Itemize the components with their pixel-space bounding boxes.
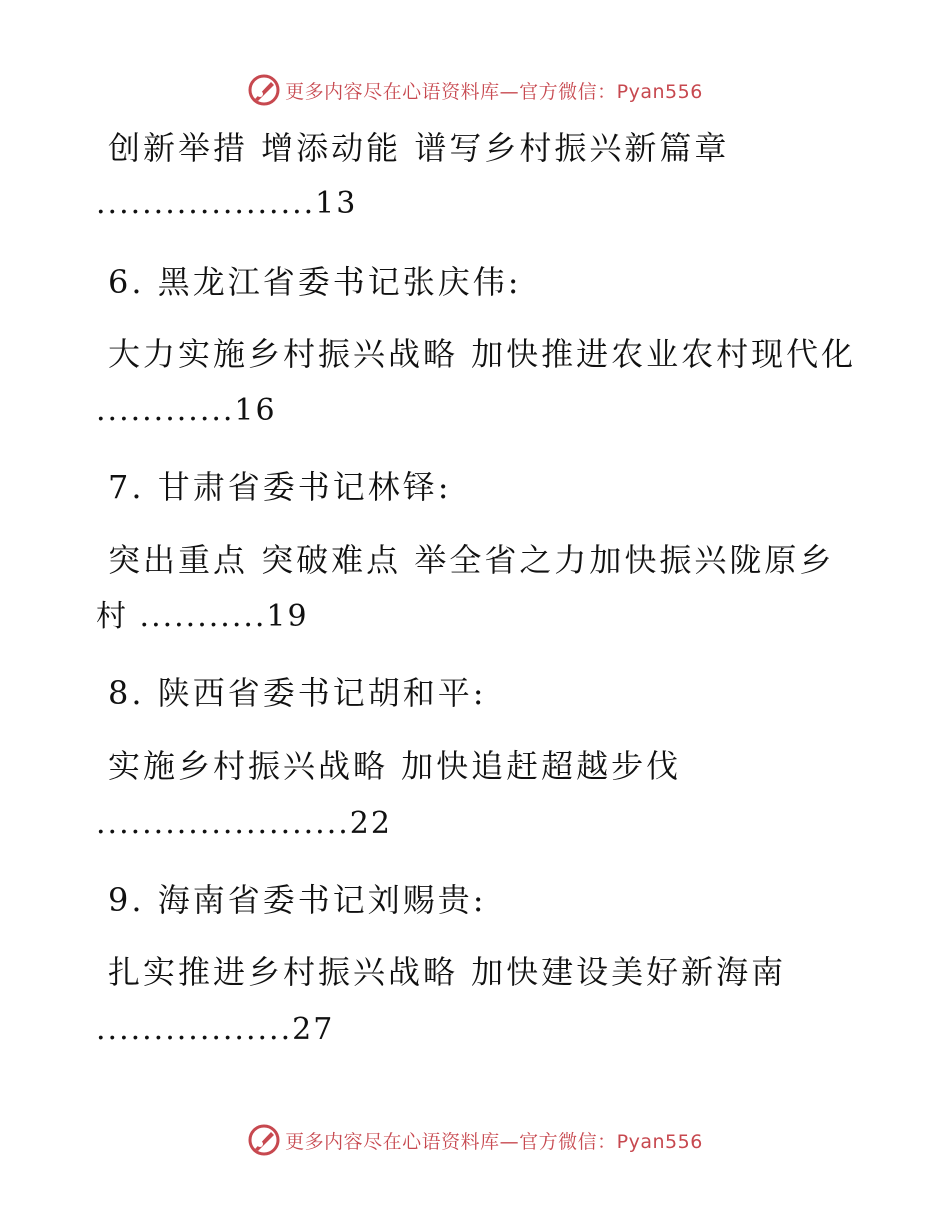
toc-entry-6-heading: 6. 黑龙江省委书记张庆伟: [108,263,522,301]
toc-entry-9-leader: .................27 [96,1012,335,1047]
pen-logo-icon [247,73,281,107]
pen-logo-icon [247,1123,281,1157]
toc-entry-5-leader: ...................13 [96,186,358,221]
toc-entry-5-title: 创新举措 增添动能 谱写乡村振兴新篇章 [108,129,730,167]
toc-entry-8-heading: 8. 陕西省委书记胡和平: [108,674,487,712]
toc-entry-8-leader: ......................22 [96,806,392,841]
toc-entry-7-leader: 村 ...........19 [96,599,309,634]
banner-text: 更多内容尽在心语资料库—官方微信：Pyan556 [285,1130,703,1153]
toc-entry-6-leader: ............16 [96,393,277,428]
toc-entry-9-heading: 9. 海南省委书记刘赐贵: [108,881,487,919]
toc-entry-8-title: 实施乡村振兴战略 加快追赶超越步伐 [108,747,682,785]
footer-banner [0,1120,950,1160]
banner-text: 更多内容尽在心语资料库—官方微信：Pyan556 [285,80,703,103]
toc-entry-9-title: 扎实推进乡村振兴战略 加快建设美好新海南 [108,953,787,991]
toc-entry-7-title: 突出重点 突破难点 举全省之力加快振兴陇原乡 [108,541,835,579]
header-banner [0,70,950,110]
toc-entry-6-title: 大力实施乡村振兴战略 加快推进农业农村现代化 [108,335,857,373]
toc-entry-7-heading: 7. 甘肃省委书记林铎: [108,468,452,506]
